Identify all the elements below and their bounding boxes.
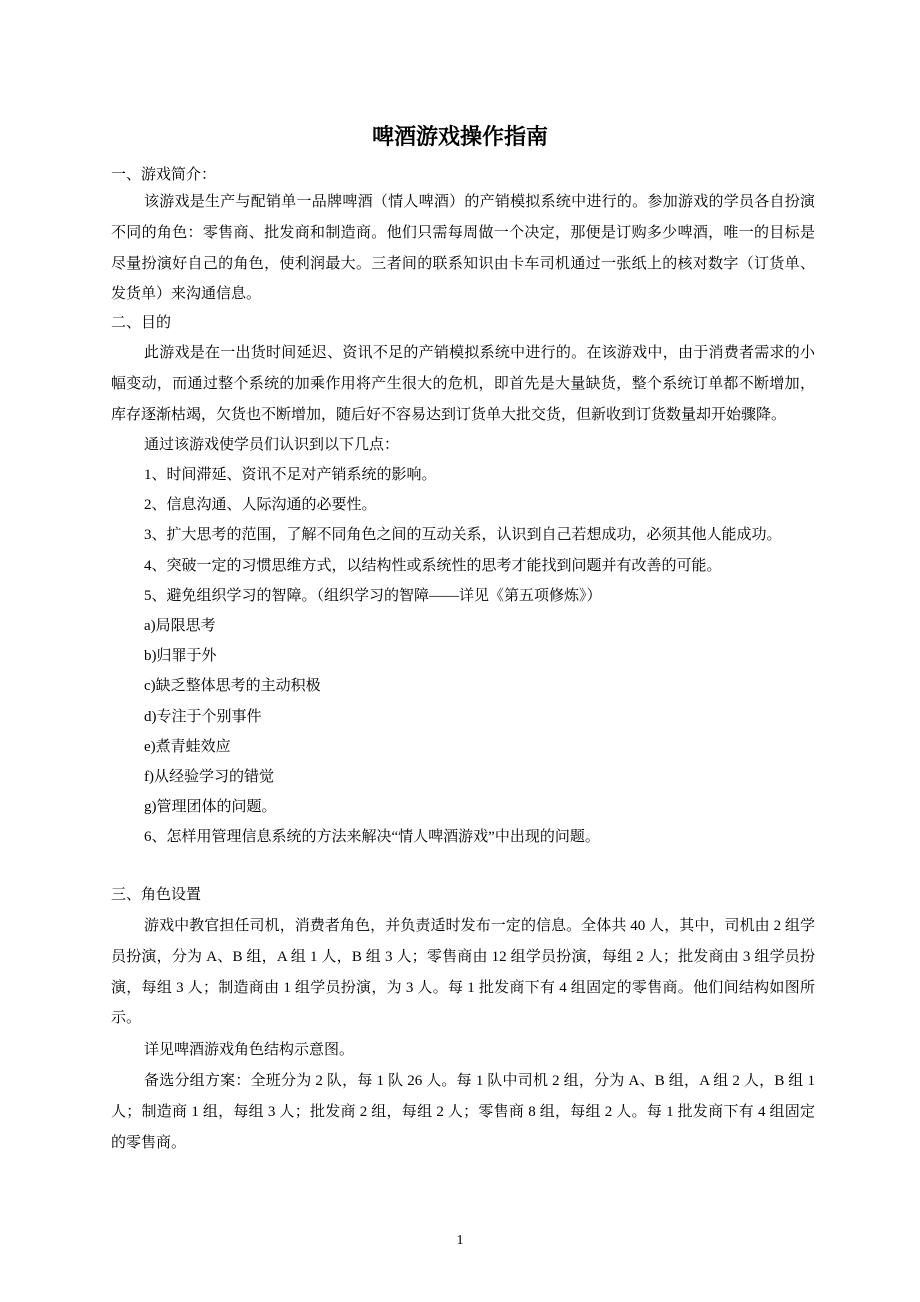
page-title: 啤酒游戏操作指南 (371, 124, 548, 149)
list-item: 5、避免组织学习的智障。（组织学习的智障——详见《第五项修炼》） (144, 587, 602, 604)
purpose-list (111, 460, 815, 853)
page-number: 1 (456, 1233, 464, 1248)
list-item: 3、扩大思考的范围，了解不同角色之间的互动关系，认识到自己若想成功，必须其他人能成功。 (144, 527, 782, 544)
list-item: 2、信息沟通、人际沟通的必要性。 (144, 497, 377, 514)
roles-diagram-reference: 详见啤酒游戏角色结构示意图。 (144, 1042, 355, 1058)
section-heading-purpose: 二、目的 (111, 315, 172, 331)
list-item: d)专注于个别事件 (144, 708, 262, 725)
list-item: e)煮青蛙效应 (144, 738, 231, 755)
section-heading-intro: 一、游戏简介： (111, 167, 217, 183)
roles-paragraph: 游戏中教官担任司机，消费者角色，并负责适时发布一定的信息。全体共 40 人，其中，司机由 2 组学员扮演，分为 A、B 组，A 组 1 人，B 组 3 人；零售商由 12 组学员扮演，每组 2 人；批发商由 3 组学员扮演，每组 3 人；制造商由 1 组学员扮演，为 3 人。每 1 批发商下有 4 组固定的零售商。他们间结构如图所示。 (111, 918, 815, 1027)
purpose-paragraph: 此游戏是在一出货时间延迟、资讯不足的产销模拟系统中进行的。在该游戏中，由于消费者需求的小幅变动，而通过整个系统的加乘作用将产生很大的危机，即首先是大量缺货，整个系统订单都不断增加，库存逐渐枯竭，欠货也不断增加，随后好不容易达到订货单大批交货，但新收到订货数量却开始骤降。 (111, 345, 815, 423)
list-item: c)缺乏整体思考的主动积极 (144, 678, 321, 695)
section-heading-roles: 三、角色设置 (111, 887, 202, 903)
list-item: a)局限思考 (144, 618, 216, 635)
list-item: g)管理团体的问题。 (144, 799, 277, 816)
list-item: 1、时间滞延、资讯不足对产销系统的影响。 (144, 467, 437, 483)
intro-paragraph: 该游戏是生产与配销单一品牌啤酒（情人啤酒）的产销模拟系统中进行的。参加游戏的学员各自扮演不同的角色：零售商、批发商和制造商。他们只需每周做一个决定，那便是订购多少啤酒，唯一的目标是尽量扮演好自己的角色，使利润最大。三者间的联系知识由卡车司机通过一张纸上的核对数字（订货单、发货单）来沟通信息。 (111, 194, 815, 303)
list-item: b)归罪于外 (144, 648, 217, 665)
list-item: f)从经验学习的错觉 (144, 769, 274, 786)
purpose-points-intro: 通过该游戏使学员们认识到以下几点： (144, 437, 400, 453)
alternative-grouping-paragraph: 备选分组方案：全班分为 2 队，每 1 队 26 人。每 1 队中司机 2 组，分为 A、B 组，A 组 2 人，B 组 1 人；制造商 1 组，每组 3 人；批发商 2 组，每组 2 人；零售商 8 组，每组 2 人。每 1 批发商下有 4 组固定的零售商。 (111, 1073, 815, 1151)
list-item: 4、突破一定的习惯思维方式，以结构性或系统性的思考才能找到问题并有改善的可能。 (144, 557, 722, 574)
list-item: 6、怎样用管理信息系统的方法来解决“情人啤酒游戏”中出现的问题。 (144, 829, 600, 846)
